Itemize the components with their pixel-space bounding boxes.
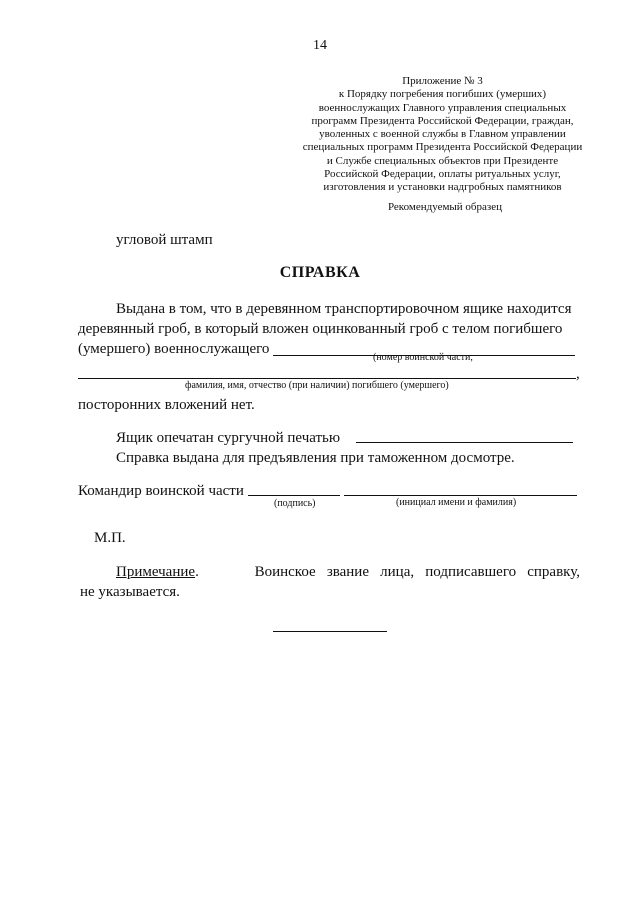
- seal-text: Ящик опечатан сургучной печатью: [116, 430, 341, 446]
- closing-divider: [273, 631, 387, 632]
- appendix-line: уволенных с военной службы в Главном управлении: [319, 128, 566, 141]
- paragraph-line-1: Выдана в том, что в деревянном транспортировочном ящике находится: [116, 301, 572, 317]
- military-unit-caption: (номер воинской части,: [373, 352, 473, 363]
- paragraph-line-4: посторонних вложений нет.: [78, 397, 255, 413]
- corner-stamp-label: угловой штамп: [116, 232, 213, 248]
- note-line-1: [80, 562, 580, 582]
- paragraph-line-3: (умершего) военнослужащего: [78, 341, 270, 357]
- appendix-line: военнослужащих Главного управления специальных: [318, 101, 567, 114]
- note-text: Воинское звание лица, подписавшего справку,: [254, 564, 580, 580]
- signature-caption: (подпись): [274, 498, 316, 509]
- document-title: СПРАВКА: [279, 264, 361, 281]
- trailing-comma: ,: [576, 366, 580, 382]
- appendix-line: Российской Федерации, оплаты ритуальных услуг,: [324, 168, 561, 181]
- customs-text: Справка выдана для предъявления при таможенном досмотре.: [116, 450, 515, 466]
- appendix-line: Приложение № 3: [402, 75, 483, 87]
- note-line-2: не указывается.: [80, 584, 180, 600]
- page-number: 14: [313, 38, 327, 53]
- note-heading-punct: .: [195, 564, 199, 580]
- note-heading: Примечание: [116, 564, 196, 580]
- sample-label: Рекомендуемый образец: [387, 201, 503, 213]
- appendix-line: специальных программ Президента Российской Федерации: [302, 141, 583, 154]
- appendix-line: программ Президента Российской Федерации, граждан,: [311, 114, 574, 127]
- paragraph-line-2: деревянный гроб, в который вложен оцинкованный гроб с телом погибшего: [78, 321, 563, 337]
- signature-blank[interactable]: [248, 495, 340, 496]
- seal-place-label: М.П.: [94, 530, 126, 546]
- initials-caption: (инициал имени и фамилия): [396, 497, 517, 508]
- full-name-blank[interactable]: [78, 378, 576, 379]
- appendix-line: к Порядку погребения погибших (умерших): [338, 88, 547, 101]
- initials-blank[interactable]: [344, 495, 577, 496]
- appendix-line: и Службе специальных объектов при Президенте: [326, 154, 559, 167]
- commander-label: Командир воинской части: [78, 483, 244, 499]
- seal-blank[interactable]: [356, 442, 573, 443]
- full-name-caption: фамилия, имя, отчество (при наличии) погибшего (умершего): [185, 380, 449, 391]
- appendix-line: изготовления и установки надгробных памятников: [323, 181, 562, 194]
- appendix-header: [300, 75, 585, 195]
